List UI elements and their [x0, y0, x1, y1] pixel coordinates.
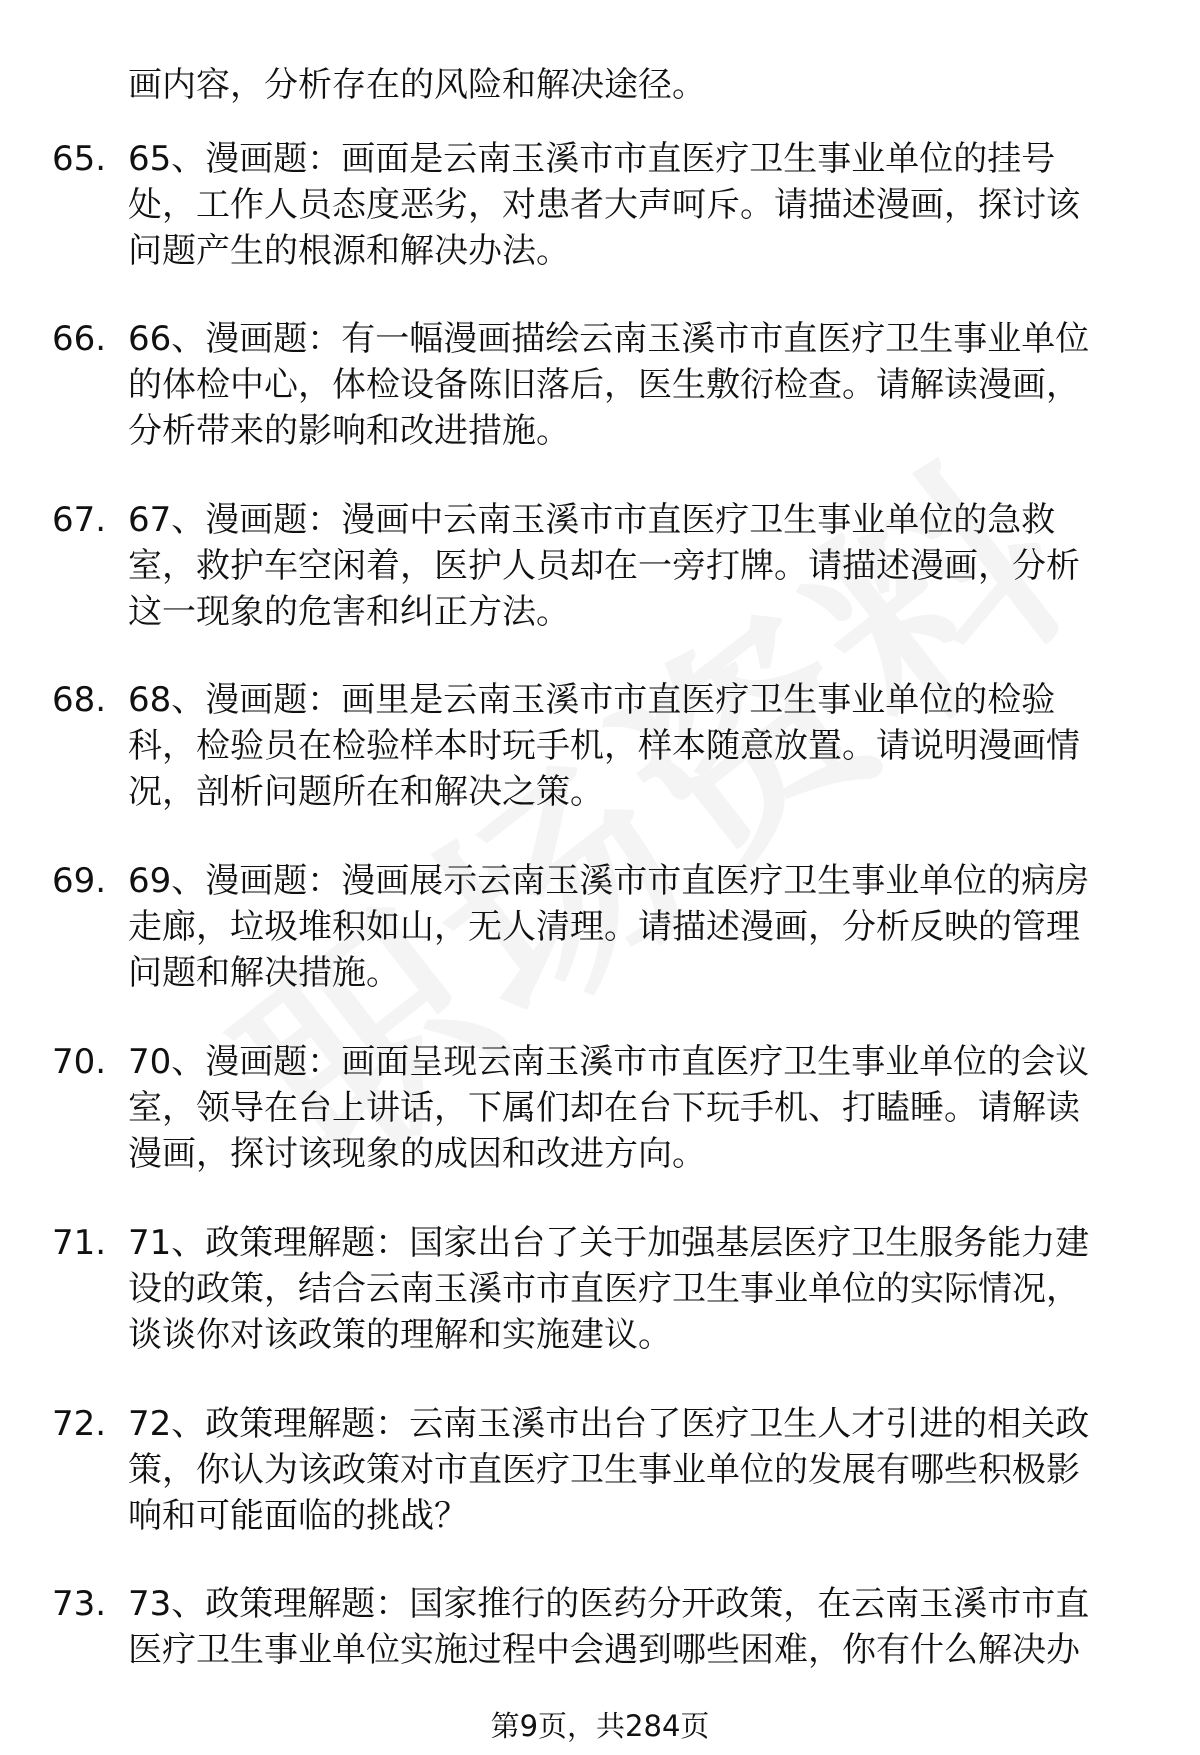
- item-line: 响和可能面临的挑战？: [128, 1496, 468, 1536]
- item-line: 室，领导在台上讲话，下属们却在台下玩手机、打瞌睡。请解读: [128, 1088, 1080, 1128]
- item-number: 73.: [52, 1584, 107, 1624]
- item-text: [128, 1039, 1168, 1177]
- item-number: 71.: [52, 1223, 107, 1263]
- item-text: [128, 316, 1168, 454]
- item-text: [128, 677, 1168, 815]
- item-number: 70.: [52, 1042, 107, 1082]
- item-line: 科，检验员在检验样本时玩手机，样本随意放置。请说明漫画情: [128, 726, 1080, 766]
- item-line: 问题和解决措施。: [128, 953, 400, 993]
- intro-line: 画内容，分析存在的风险和解决途径。: [128, 65, 706, 105]
- item-number: 72.: [52, 1404, 107, 1444]
- item-text: [128, 1401, 1168, 1539]
- item-number: 65.: [52, 139, 107, 179]
- item-line: 72、政策理解题：云南玉溪市出台了医疗卫生人才引进的相关政: [128, 1404, 1090, 1444]
- item-line: 设的政策，结合云南玉溪市市直医疗卫生事业单位的实际情况，: [128, 1269, 1080, 1309]
- item-line: 策，你认为该政策对市直医疗卫生事业单位的发展有哪些积极影: [128, 1450, 1080, 1490]
- item-number: 69.: [52, 861, 107, 901]
- item-number: 68.: [52, 680, 107, 720]
- item-line: 69、漫画题：漫画展示云南玉溪市市直医疗卫生事业单位的病房: [128, 861, 1090, 901]
- item-number: 66.: [52, 319, 107, 359]
- page-footer: 第9页，共284页: [490, 1709, 710, 1743]
- item-line: 70、漫画题：画面呈现云南玉溪市市直医疗卫生事业单位的会议: [128, 1042, 1090, 1082]
- item-line: 况，剖析问题所在和解决之策。: [128, 772, 604, 812]
- item-text: [128, 497, 1168, 635]
- item-number: 67.: [52, 500, 107, 540]
- item-line: 68、漫画题：画里是云南玉溪市市直医疗卫生事业单位的检验: [128, 680, 1056, 720]
- item-line: 室，救护车空闲着，医护人员却在一旁打牌。请描述漫画，分析: [128, 546, 1080, 586]
- item-line: 问题产生的根源和解决办法。: [128, 231, 570, 271]
- item-line: 67、漫画题：漫画中云南玉溪市市直医疗卫生事业单位的急救: [128, 500, 1056, 540]
- item-line: 的体检中心，体检设备陈旧落后，医生敷衍检查。请解读漫画，: [128, 365, 1080, 405]
- item-line: 走廊，垃圾堆积如山，无人清理。请描述漫画，分析反映的管理: [128, 907, 1080, 947]
- item-text: [128, 858, 1168, 996]
- item-line: 分析带来的影响和改进措施。: [128, 411, 570, 451]
- item-text: [128, 136, 1168, 274]
- item-line: 处，工作人员态度恶劣，对患者大声呵斥。请描述漫画，探讨该: [128, 185, 1080, 225]
- item-line: 65、漫画题：画面是云南玉溪市市直医疗卫生事业单位的挂号: [128, 139, 1056, 179]
- item-line: 71、政策理解题：国家出台了关于加强基层医疗卫生服务能力建: [128, 1223, 1090, 1263]
- item-text: [128, 1220, 1168, 1358]
- item-line: 漫画，探讨该现象的成因和改进方向。: [128, 1134, 706, 1174]
- item-line: 这一现象的危害和纠正方法。: [128, 592, 570, 632]
- item-line: 66、漫画题：有一幅漫画描绘云南玉溪市市直医疗卫生事业单位: [128, 319, 1090, 359]
- item-text: [128, 1581, 1168, 1673]
- item-line: 谈谈你对该政策的理解和实施建议。: [128, 1315, 672, 1355]
- item-line: 医疗卫生事业单位实施过程中会遇到哪些困难，你有什么解决办: [128, 1630, 1080, 1670]
- item-line: 73、政策理解题：国家推行的医药分开政策，在云南玉溪市市直: [128, 1584, 1090, 1624]
